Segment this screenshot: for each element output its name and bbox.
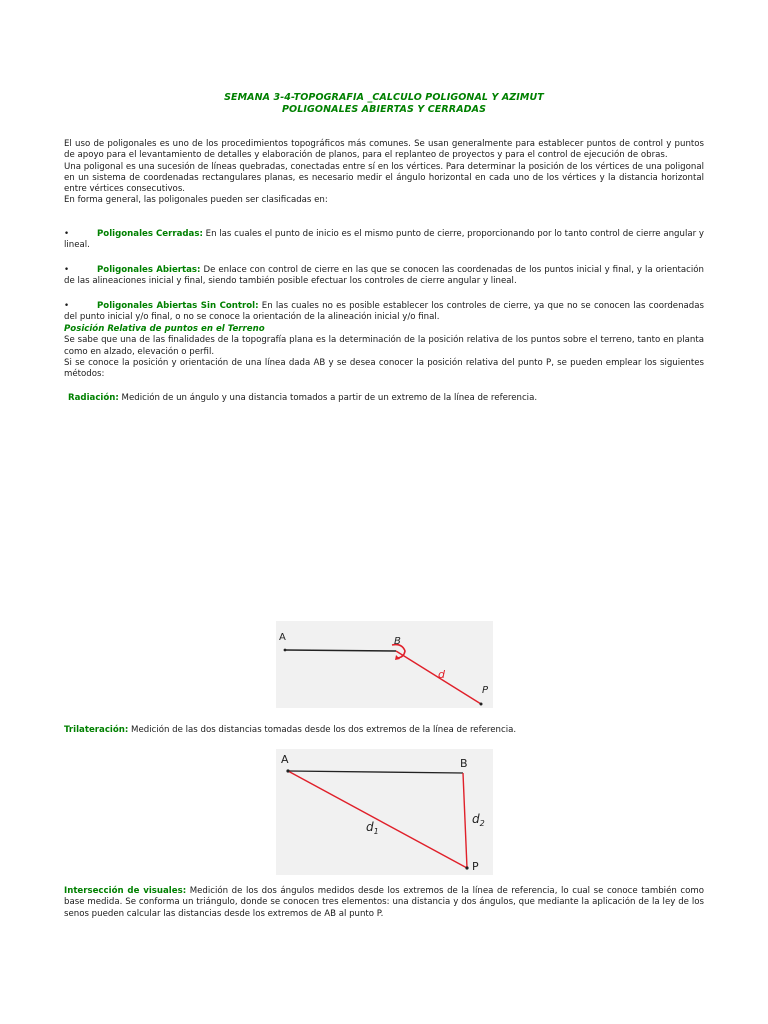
method-trilateracion bbox=[64, 725, 704, 736]
label-d2: $d_2$ bbox=[472, 812, 485, 828]
method-text: Medición de un ángulo y una distancia tomados a partir de un extremo de la línea de referencia. bbox=[118, 393, 538, 403]
intro-section bbox=[64, 139, 704, 207]
bullet-term: Poligonales Abiertas: bbox=[97, 265, 201, 275]
method-text: Medición de los dos ángulos medidos desde los extremos de la línea de referencia, lo cual se conoce también como base medida. Se conforma un triángulo, donde se conocen tres elementos: una distancia y dos ángulos, que mediante la aplicación de la ley de los senos pueden calcular las distancias desde los extremos de AB al punto P. bbox=[64, 886, 704, 919]
method-term: Radiación: bbox=[68, 393, 119, 403]
position-paragraph-2: Si se conoce la posición y orientación de una línea dada AB y se desea conocer la posición relativa del punto P, se pueden emplear los siguientes métodos: bbox=[64, 357, 704, 380]
method-interseccion bbox=[64, 886, 704, 920]
intro-paragraph-3: En forma general, las poligonales pueden ser clasificadas en: bbox=[64, 195, 328, 206]
bullet-text: En las cuales no es posible establecer los controles de cierre, ya que no se conocen las coordenadas del punto inicial y/o final, o no se conoce la orientación de la alineación inicial y/o final. bbox=[64, 301, 704, 323]
bullet-text: De enlace con control de cierre en las que se conocen las coordenadas de los puntos inicial y final, y la orientación de las alineaciones inicial y final, siendo también posible efectuar los controles de cierre angular y lineal. bbox=[64, 265, 704, 287]
label-d1: $d_1$ bbox=[366, 820, 379, 836]
label-a: A bbox=[279, 632, 286, 643]
intro-paragraph-1: El uso de poligonales es uno de los procedimientos topográficos más comunes. Se usan generalmente para establecer puntos de control y puntos de apoyo para el levantamiento de detalles y elaboración de planos, para el replanteo de proyectos y para el control de ejecución de obras. bbox=[64, 139, 704, 161]
document-title-line2: POLIGONALES ABIERTAS Y CERRADAS bbox=[281, 104, 487, 115]
bullet-poligonales-sin-control bbox=[64, 301, 704, 324]
label-d: d bbox=[438, 668, 445, 681]
label-a: A bbox=[281, 753, 289, 766]
bullet-text: En las cuales el punto de inicio es el mismo punto de cierre, proporcionando por lo tanto control de cierre angular y lineal. bbox=[64, 229, 704, 251]
bullet-marker: • bbox=[64, 265, 70, 275]
position-heading: Posición Relativa de puntos en el Terreno bbox=[64, 324, 265, 334]
bullet-poligonales-abiertas bbox=[64, 265, 704, 288]
document-title-line1: SEMANA 3-4-TOPOGRAFIA _CALCULO POLIGONAL Y AZIMUT bbox=[224, 92, 544, 103]
method-radiacion bbox=[68, 393, 708, 404]
method-term: Trilateración: bbox=[64, 725, 129, 735]
label-b: B bbox=[460, 757, 468, 770]
bullet-marker: • bbox=[64, 229, 70, 239]
bullet-term: Poligonales Cerradas: bbox=[97, 229, 203, 239]
bullet-term: Poligonales Abiertas Sin Control: bbox=[97, 301, 259, 311]
radiacion-figure bbox=[276, 621, 493, 708]
label-p: P bbox=[482, 685, 489, 696]
method-text: Medición de las dos distancias tomadas desde los dos extremos de la línea de referencia. bbox=[128, 725, 517, 735]
label-b: B bbox=[394, 636, 401, 647]
position-section bbox=[64, 324, 704, 380]
label-p: P bbox=[472, 860, 479, 873]
intro-paragraph-2: Una poligonal es una sucesión de líneas quebradas, conectadas entre sí en los vértices. Para determinar la posición de los vértices de una poligonal en un sistema de coordenadas rectangulares planas, es necesario medir el ángulo horizontal en cada uno de los vértices y la distancia horizontal entre vértices consecutivos. bbox=[64, 161, 704, 195]
bullet-poligonales-cerradas bbox=[64, 229, 704, 252]
position-paragraph-1: Se sabe que una de las finalidades de la topografía plana es la determinación de la posición relativa de los puntos sobre el terreno, tanto en planta como en alzado, elevación o perfil. bbox=[64, 335, 704, 357]
method-term: Intersección de visuales: bbox=[64, 886, 187, 896]
trilateracion-figure bbox=[276, 749, 493, 875]
bullet-marker: • bbox=[64, 301, 70, 311]
